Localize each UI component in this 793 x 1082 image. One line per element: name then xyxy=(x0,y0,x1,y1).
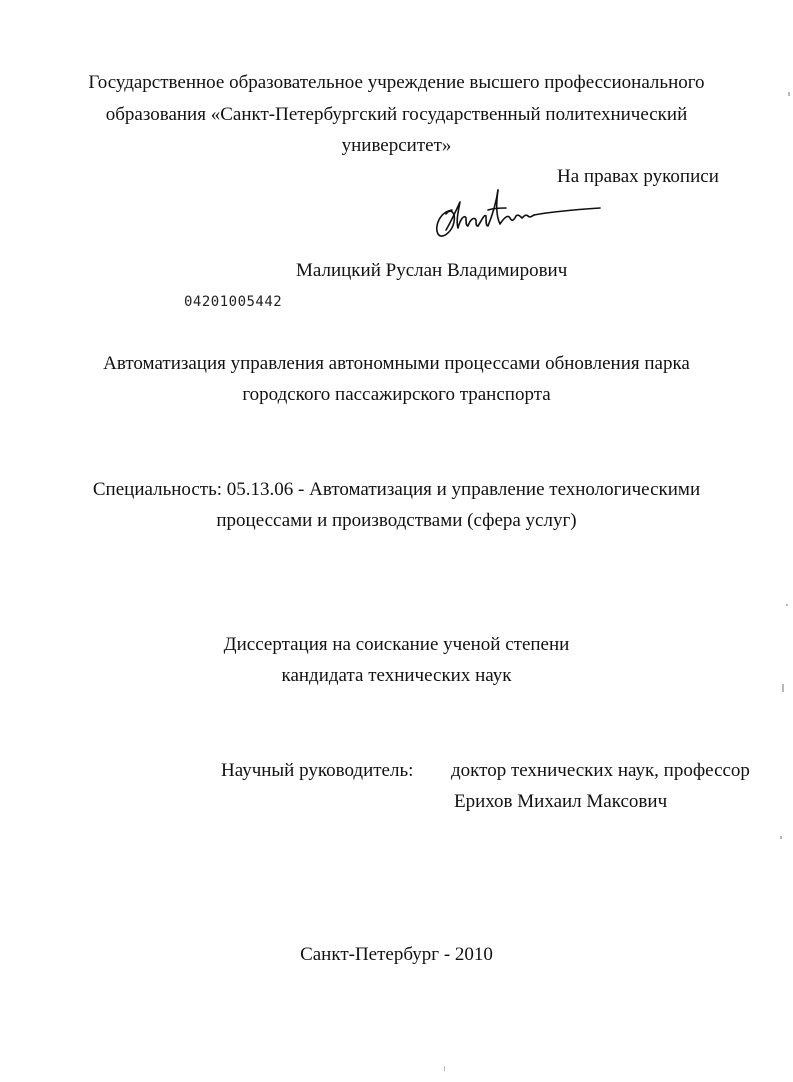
supervisor-credentials: доктор технических наук, профессор xyxy=(451,760,750,781)
dissertation-title-line-2: городского пассажирского транспорта xyxy=(242,384,551,405)
dissertation-title-line-1: Автоматизация управления автономными процессами обновления парка xyxy=(103,353,690,374)
degree-line-1: Диссертация на соискание ученой степени xyxy=(223,634,570,655)
scan-artifact xyxy=(782,684,784,692)
scan-artifact xyxy=(788,92,790,96)
manuscript-rights-label: На правах рукописи xyxy=(557,166,719,187)
supervisor-name: Ерихов Михаил Максович xyxy=(454,791,668,812)
specialty-line-1: Специальность: 05.13.06 - Автоматизация и управление технологическими xyxy=(92,479,701,500)
scan-artifact xyxy=(444,1066,445,1071)
author-name: Малицкий Руслан Владимирович xyxy=(296,260,568,281)
specialty-line-2: процессами и производствами (сфера услуг) xyxy=(216,510,577,531)
institution-line-1: Государственное образовательное учреждение высшего профессионального xyxy=(88,72,705,93)
supervisor-label: Научный руководитель: xyxy=(221,760,414,781)
signature-icon xyxy=(430,186,610,244)
institution-line-2: образования «Санкт-Петербургский государственный политехнический xyxy=(105,104,688,125)
institution-line-3: университет» xyxy=(341,135,452,156)
registration-number: 04201005442 xyxy=(184,294,283,310)
scan-artifact xyxy=(780,836,782,839)
degree-line-2: кандидата технических наук xyxy=(281,665,512,686)
city-year: Санкт-Петербург - 2010 xyxy=(300,944,493,965)
scan-artifact xyxy=(786,604,788,606)
